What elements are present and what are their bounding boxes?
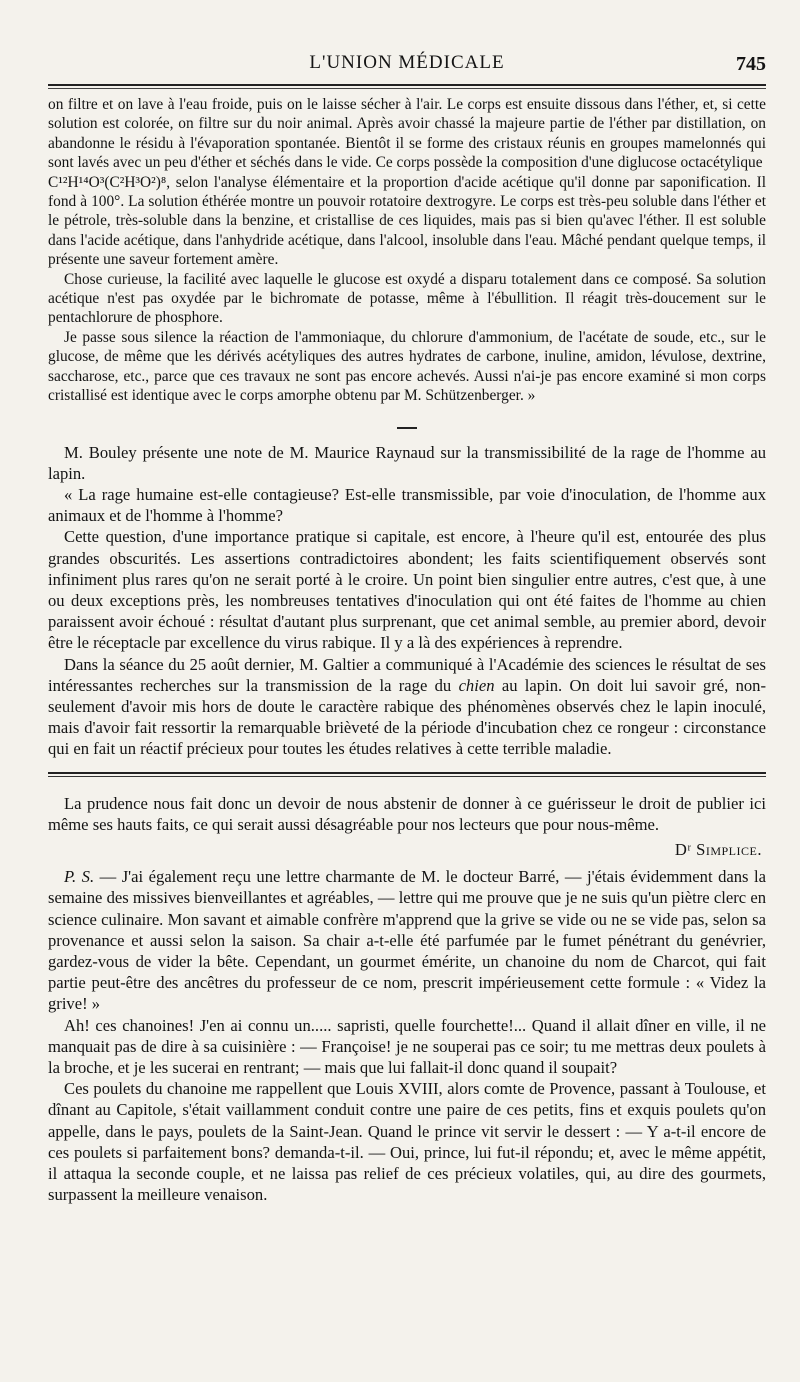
- paragraph: Ces poulets du chanoine me rappellent que Louis XVIII, alors comte de Provence, passant à Toulouse, et dînant au Capitole, s'était vaillamment conduit contre une paire de ces petits, fins et exquis poulets qu'on appelle, dans le pays, poulets de la Saint-Jean. Quand le prince vit servir le dessert : — Y a-t-il encore de ces poulets si parfaitement bons? demanda-t-il. — Oui, prince, lui fut-il répondu; et, avec le même appétit, il attaqua la seconde couple, et ne laissa pas relief de ces précieux volatiles, qui, au dire des gourmets, surpassent la meilleure venaison.: [48, 1079, 766, 1205]
- signature: Dʳ Simplice.: [674, 839, 762, 859]
- text-run: au lapin. On doit lui savoir gré, non-seulement d'avoir mis hors de doute le caractère rabique des phénomènes observés chez le lapin inoculé, mais d'avoir fait ressortir la remarquable brièveté de la période d'incubation chez ce rongeur : circonstance qui en fait un réactif précieux pour toutes les études relatives à cette terrible maladie.: [48, 675, 766, 759]
- paragraph: C¹²H¹⁴O³(C²H³O²)⁸, selon l'analyse élémentaire et la proportion d'acide acétique qu'il donne par saponification. Il fond à 100°. La solution éthérée montre un pouvoir rotatoire dextrogyre. Le corps est très-peu soluble dans l'éther et le pétrole, très-soluble dans la benzine, et cristallise de ces liquides, mais pas si bien qu'avec l'éther. Il est soluble dans l'acide acétique, dans l'anhydride acétique, dans l'alcool, insoluble dans l'eau. Mâché pendant quelque temps, il présente une saveur fortement amère.: [48, 173, 766, 269]
- feuilleton-section: [48, 793, 766, 1206]
- page-number: 745: [736, 53, 766, 75]
- header-rule: [48, 84, 766, 89]
- paragraph: [48, 866, 766, 1014]
- paragraph: La prudence nous fait donc un devoir de nous abstenir de donner à ce guérisseur le droit de publier ici même ses hauts faits, ce qui serait aussi désagréable pour nos lecteurs que pour nous-même.: [48, 793, 766, 834]
- paragraph: Ah! ces chanoines! J'en ai connu un..... sapristi, quelle fourchette!... Quand il allait dîner en ville, il ne manquait pas de dire à sa cuisinière : — Françoise! je ne souperai pas ce soir; tu me mettras deux poulets à la broche, et je les sucerai en rentrant; — mais que lui fallait-il donc quand il soupait?: [48, 1015, 766, 1077]
- ps-label: P. S.: [64, 867, 95, 887]
- text-run: — J'ai également reçu une lettre charmante de M. le docteur Barré, — j'étais évidemment dans la semaine des missives bienveillantes et agréables, — lettre qui me prouve que je ne suis qu'un piètre clerc en science culinaire. Mon savant et aimable confrère m'apprend que la grive se vide ou ne se vide pas, selon sa provenance et aussi selon la saison. Sa chair a-t-elle été parfumée par le fumet pénétrant du genévrier, gardez-vous de vider la bête. Cependant, un gourmet émérite, un chanoine du nom de Charcot, qui fait partie peut-être des ancêtres du professeur de ce nom, prescrit impérieusement cette formule : « Videz la grive! »: [48, 867, 766, 1014]
- paragraph: Cette question, d'une importance pratique si capitale, est encore, à l'heure qu'il est, entourée des plus grandes obscurités. Les assertions contradictoires abondent; les faits scientifiquement observés sont infiniment plus rares qu'on ne serait porté à le croire. Un point bien singulier entre autres, c'est que, à une ou deux exceptions près, les nombreuses tentatives d'inoculation qui ont été faites de l'homme au chien paraissent avoir échoué : résultat d'autant plus surprenant, que cet animal semble, au premier abord, devoir être le réceptacle par excellence du virus rabique. Il y a là des expériences à reprendre.: [48, 527, 766, 653]
- feuilleton-rule: [48, 772, 766, 777]
- paragraph: « La rage humaine est-elle contagieuse? Est-elle transmissible, par voie d'inoculation, de l'homme aux animaux et de l'homme à l'homme?: [48, 484, 766, 526]
- chemistry-section: [48, 95, 766, 406]
- rabies-section: [48, 442, 766, 760]
- journal-title: L'UNION MÉDICALE: [309, 52, 505, 73]
- paragraph: M. Bouley présente une note de M. Maurice Raynaud sur la transmissibilité de la rage de l'homme au lapin.: [48, 442, 766, 483]
- section-divider: [48, 416, 766, 434]
- text-run: Dans la séance du 25 août dernier, M. Galtier a communiqué à l'Académie des sciences le résultat de ses intéressantes recherches sur la transmission de la rage du: [48, 654, 766, 695]
- paragraph: on filtre et on lave à l'eau froide, puis on le laisse sécher à l'air. Le corps est ensuite dissous dans l'éther, et, si cette solution est colorée, on filtre sur du noir animal. Après avoir chassé la majeure partie de l'éther par distillation, on abandonne le résidu à l'évaporation spontanée. Bientôt il se forme des cristaux réunis en groupes mamelonnés qui sont lavés avec un peu d'éther et séchés dans le vide. Ce corps possède la composition d'une diglucose octacétylique: [48, 96, 766, 172]
- paragraph: Chose curieuse, la facilité avec laquelle le glucose est oxydé a disparu totalement dans ce composé. Sa solution acétique n'est pas oxydée par le bichromate de potasse, même à l'ébullition. Il réagit très-doucement sur le pentachlorure de phosphore.: [48, 270, 766, 327]
- paragraph: [48, 654, 766, 760]
- paragraph: Je passe sous silence la réaction de l'ammoniaque, du chlorure d'ammonium, de l'acétate de soude, etc., sur le glucose, de même que les dérivés acétyliques des autres hydrates de carbone, inuline, amidon, lévulose, dextrine, saccharose, etc., parce que ces travaux ne sont pas encore achevés. Aussi n'ai-je pas encore examiné si mon corps cristallisé est identique avec le corps amorphe obtenu par M. Schützenberger. »: [48, 328, 766, 405]
- page-header: [48, 0, 766, 84]
- italic-word: chien: [458, 675, 495, 695]
